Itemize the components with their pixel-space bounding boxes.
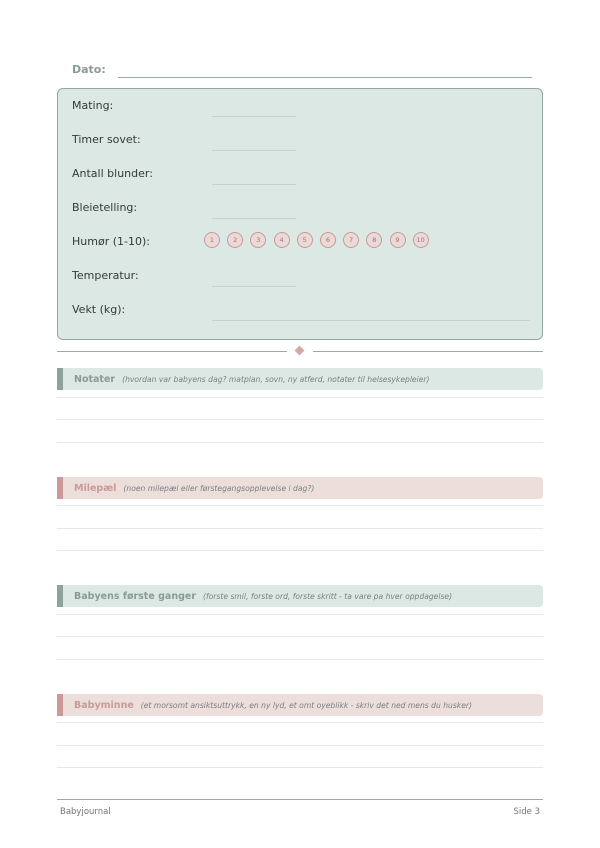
mood-option[interactable]: 1 (204, 232, 220, 248)
section-accent-bar (57, 368, 63, 390)
mating-input-line[interactable] (212, 116, 296, 117)
mood-option[interactable]: 8 (366, 232, 382, 248)
ornament-divider (57, 345, 543, 357)
firsts-hint: (forste smil, forste ord, forste skritt - ta vare pa hver oppdagelse) (203, 591, 453, 601)
section-accent-bar (57, 477, 63, 499)
memory-header (57, 694, 543, 716)
writing-line[interactable] (57, 722, 543, 723)
mood-option[interactable]: 5 (297, 232, 313, 248)
date-label: Dato: (72, 63, 106, 76)
notes-title: Notater (74, 373, 116, 385)
firsts-title: Babyens første ganger (74, 590, 197, 602)
temperature-row (72, 265, 530, 287)
weight-input-line[interactable] (212, 320, 530, 321)
mood-label: Humør (1-10): (72, 235, 150, 248)
writing-line[interactable] (57, 528, 543, 529)
naps-row (72, 163, 530, 185)
memory-hint: (et morsomt ansiktsuttrykk, en ny lyd, et omt oyeblikk - skriv det ned mens du husker) (140, 700, 472, 710)
sleep-hours-label: Timer sovet: (72, 133, 141, 146)
firsts-header (57, 585, 543, 607)
diaper-count-label: Bleietelling: (72, 201, 138, 214)
notes-section (57, 368, 543, 448)
writing-line[interactable] (57, 659, 543, 660)
section-accent-bar (57, 585, 63, 607)
mood-option[interactable]: 3 (250, 232, 266, 248)
writing-line[interactable] (57, 636, 543, 637)
writing-line[interactable] (57, 767, 543, 768)
mood-scale (204, 232, 429, 248)
sleep-hours-input-line[interactable] (212, 150, 296, 151)
memory-section (57, 694, 543, 774)
mood-option[interactable]: 9 (390, 232, 406, 248)
writing-line[interactable] (57, 505, 543, 506)
mood-option[interactable]: 7 (343, 232, 359, 248)
firsts-section (57, 585, 543, 665)
mood-row (72, 231, 530, 253)
sleep-row (72, 129, 530, 151)
writing-line[interactable] (57, 550, 543, 551)
mating-label: Mating: (72, 99, 114, 112)
footer-divider (57, 799, 543, 800)
date-row (72, 62, 532, 80)
divider-line-left (57, 351, 287, 352)
weight-row (72, 299, 530, 321)
naps-label: Antall blunder: (72, 167, 153, 180)
notes-header (57, 368, 543, 390)
writing-line[interactable] (57, 745, 543, 746)
diaper-count-input-line[interactable] (212, 218, 296, 219)
mood-option[interactable]: 10 (413, 232, 429, 248)
daily-tracker-box (57, 88, 543, 340)
diamond-icon (295, 346, 305, 356)
milestone-hint: (noen milepæl eller førstegangsopplevelse i dag?) (123, 483, 315, 493)
writing-line[interactable] (57, 397, 543, 398)
divider-line-right (313, 351, 543, 352)
writing-line[interactable] (57, 442, 543, 443)
footer-journal-name: Babyjournal (60, 807, 111, 817)
temperature-label: Temperatur: (72, 269, 139, 282)
mood-option[interactable]: 4 (274, 232, 290, 248)
writing-line[interactable] (57, 419, 543, 420)
milestone-title: Milepæl (74, 482, 117, 494)
writing-line[interactable] (57, 614, 543, 615)
page-number: Side 3 (513, 807, 540, 817)
notes-hint: (hvordan var babyens dag? matplan, sovn, ny atferd, notater til helsesykepleier) (122, 374, 430, 384)
milestone-section (57, 477, 543, 557)
temperature-input-line[interactable] (212, 286, 296, 287)
mood-option[interactable]: 2 (227, 232, 243, 248)
date-input-line[interactable] (118, 77, 532, 78)
mood-option[interactable]: 6 (320, 232, 336, 248)
mating-row (72, 95, 530, 117)
section-accent-bar (57, 694, 63, 716)
memory-title: Babyminne (74, 699, 134, 711)
diaper-row (72, 197, 530, 219)
weight-label: Vekt (kg): (72, 303, 126, 316)
milestone-header (57, 477, 543, 499)
naps-input-line[interactable] (212, 184, 296, 185)
